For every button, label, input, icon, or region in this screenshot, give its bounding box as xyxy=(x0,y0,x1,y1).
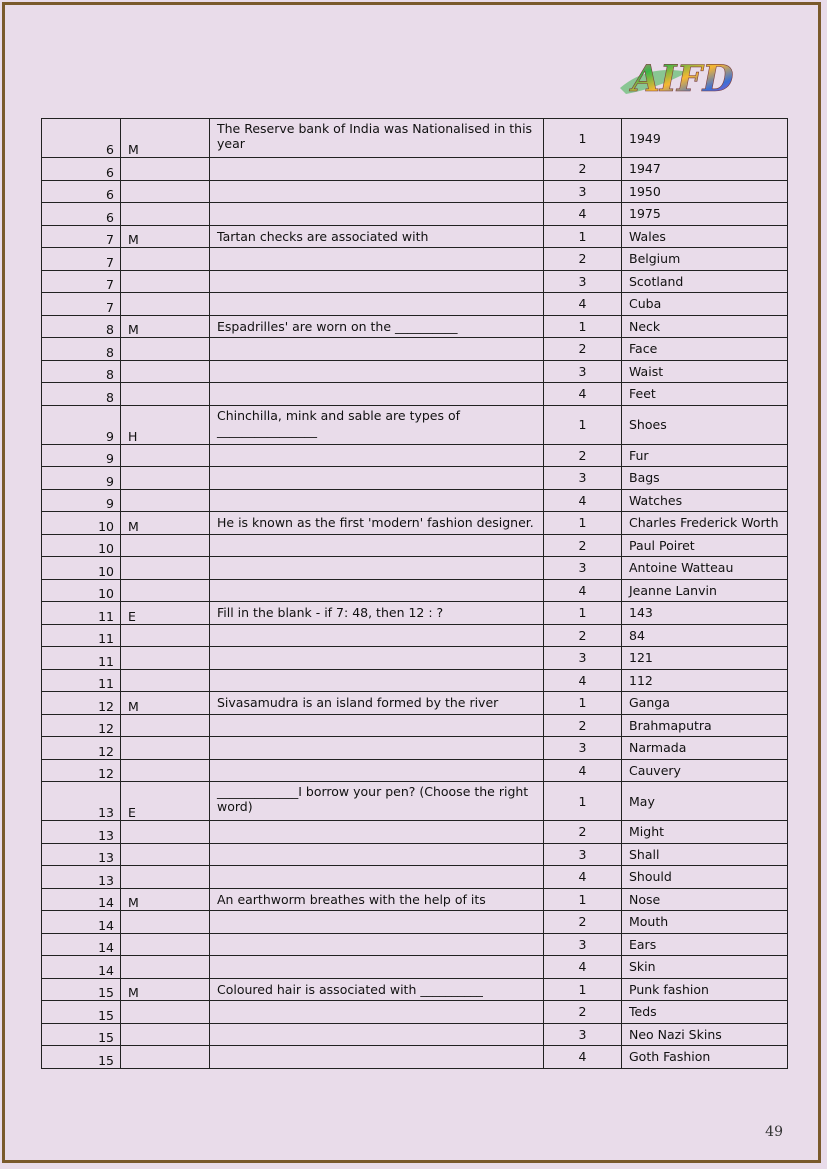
question-text-cell: _____________I borrow your pen? (Choose the right word) xyxy=(210,782,544,821)
question-text-cell: Espadrilles' are worn on the __________ xyxy=(210,315,544,338)
table-row xyxy=(42,158,788,181)
question-number-cell: 7 xyxy=(42,293,121,316)
option-number-cell: 3 xyxy=(544,467,622,490)
option-number-cell: 3 xyxy=(544,557,622,580)
difficulty-level-cell xyxy=(121,444,210,467)
table-row xyxy=(42,248,788,271)
question-text-cell xyxy=(210,360,544,383)
question-number-cell: 11 xyxy=(42,669,121,692)
question-text-cell xyxy=(210,1023,544,1046)
option-number-cell: 2 xyxy=(544,821,622,844)
question-number-cell: 15 xyxy=(42,978,121,1001)
option-number-cell: 3 xyxy=(544,180,622,203)
question-text-cell xyxy=(210,338,544,361)
question-text-cell xyxy=(210,624,544,647)
answer-choice-cell: Face xyxy=(622,338,788,361)
option-number-cell: 3 xyxy=(544,270,622,293)
question-text-cell xyxy=(210,180,544,203)
table-row xyxy=(42,647,788,670)
difficulty-level-cell xyxy=(121,557,210,580)
answer-choice-cell: Jeanne Lanvin xyxy=(622,579,788,602)
question-number-cell: 12 xyxy=(42,759,121,782)
question-number-cell: 6 xyxy=(42,158,121,181)
difficulty-level-cell xyxy=(121,647,210,670)
question-number-cell: 14 xyxy=(42,888,121,911)
question-number-cell: 13 xyxy=(42,843,121,866)
aifd-logo xyxy=(618,58,773,98)
option-number-cell: 4 xyxy=(544,866,622,889)
option-number-cell: 2 xyxy=(544,158,622,181)
difficulty-level-cell xyxy=(121,203,210,226)
table-row xyxy=(42,692,788,715)
question-text-cell xyxy=(210,248,544,271)
question-number-cell: 7 xyxy=(42,225,121,248)
question-text-cell: Chinchilla, mink and sable are types of ________________ xyxy=(210,405,544,444)
question-number-cell: 12 xyxy=(42,737,121,760)
question-number-cell: 9 xyxy=(42,489,121,512)
option-number-cell: 1 xyxy=(544,512,622,535)
option-number-cell: 1 xyxy=(544,119,622,158)
answer-choice-cell: Should xyxy=(622,866,788,889)
table-row xyxy=(42,360,788,383)
question-number-cell: 14 xyxy=(42,933,121,956)
question-number-cell: 15 xyxy=(42,1046,121,1069)
answer-choice-cell: Fur xyxy=(622,444,788,467)
table-row xyxy=(42,180,788,203)
difficulty-level-cell: M xyxy=(121,692,210,715)
question-text-cell xyxy=(210,1046,544,1069)
difficulty-level-cell xyxy=(121,180,210,203)
answer-choice-cell: Neo Nazi Skins xyxy=(622,1023,788,1046)
question-text-cell xyxy=(210,669,544,692)
question-text-cell xyxy=(210,933,544,956)
difficulty-level-cell: M xyxy=(121,315,210,338)
question-text-cell xyxy=(210,737,544,760)
difficulty-level-cell xyxy=(121,759,210,782)
option-number-cell: 2 xyxy=(544,444,622,467)
difficulty-level-cell xyxy=(121,158,210,181)
difficulty-level-cell xyxy=(121,293,210,316)
question-number-cell: 7 xyxy=(42,248,121,271)
option-number-cell: 4 xyxy=(544,1046,622,1069)
difficulty-level-cell xyxy=(121,956,210,979)
table-row xyxy=(42,782,788,821)
difficulty-level-cell xyxy=(121,248,210,271)
table-row xyxy=(42,203,788,226)
answer-choice-cell: Wales xyxy=(622,225,788,248)
difficulty-level-cell: E xyxy=(121,602,210,625)
answer-choice-cell: Shall xyxy=(622,843,788,866)
answer-choice-cell: 1949 xyxy=(622,119,788,158)
table-row xyxy=(42,933,788,956)
question-number-cell: 11 xyxy=(42,624,121,647)
question-number-cell: 6 xyxy=(42,119,121,158)
question-number-cell: 15 xyxy=(42,1023,121,1046)
answer-choice-cell: Nose xyxy=(622,888,788,911)
question-text-cell: An earthworm breathes with the help of its xyxy=(210,888,544,911)
question-text-cell xyxy=(210,293,544,316)
table-row xyxy=(42,489,788,512)
option-number-cell: 4 xyxy=(544,293,622,316)
difficulty-level-cell: M xyxy=(121,119,210,158)
option-number-cell: 3 xyxy=(544,647,622,670)
option-number-cell: 2 xyxy=(544,1001,622,1024)
question-number-cell: 7 xyxy=(42,270,121,293)
option-number-cell: 2 xyxy=(544,534,622,557)
difficulty-level-cell xyxy=(121,714,210,737)
table-row xyxy=(42,119,788,158)
difficulty-level-cell xyxy=(121,360,210,383)
difficulty-level-cell xyxy=(121,1046,210,1069)
answer-choice-cell: Shoes xyxy=(622,405,788,444)
question-number-cell: 9 xyxy=(42,467,121,490)
option-number-cell: 1 xyxy=(544,225,622,248)
answer-choice-cell: Brahmaputra xyxy=(622,714,788,737)
option-number-cell: 2 xyxy=(544,248,622,271)
question-text-cell xyxy=(210,579,544,602)
difficulty-level-cell xyxy=(121,933,210,956)
answer-choice-cell: Feet xyxy=(622,383,788,406)
question-text-cell: He is known as the first 'modern' fashion designer. xyxy=(210,512,544,535)
answer-choice-cell: Punk fashion xyxy=(622,978,788,1001)
difficulty-level-cell: E xyxy=(121,782,210,821)
difficulty-level-cell: M xyxy=(121,888,210,911)
question-number-cell: 10 xyxy=(42,534,121,557)
page-number: 49 xyxy=(765,1124,783,1140)
answer-choice-cell: Teds xyxy=(622,1001,788,1024)
difficulty-level-cell xyxy=(121,338,210,361)
answer-choice-cell: Scotland xyxy=(622,270,788,293)
answer-choice-cell: May xyxy=(622,782,788,821)
difficulty-level-cell: H xyxy=(121,405,210,444)
answer-choice-cell: Bags xyxy=(622,467,788,490)
question-text-cell xyxy=(210,534,544,557)
option-number-cell: 3 xyxy=(544,737,622,760)
difficulty-level-cell xyxy=(121,911,210,934)
option-number-cell: 2 xyxy=(544,911,622,934)
table-row xyxy=(42,978,788,1001)
difficulty-level-cell xyxy=(121,534,210,557)
question-text-cell xyxy=(210,843,544,866)
answer-choice-cell: 112 xyxy=(622,669,788,692)
answer-choice-cell: Goth Fashion xyxy=(622,1046,788,1069)
answer-choice-cell: 1950 xyxy=(622,180,788,203)
table-row xyxy=(42,405,788,444)
table-row xyxy=(42,315,788,338)
answer-choice-cell: 84 xyxy=(622,624,788,647)
answer-choice-cell: 1947 xyxy=(622,158,788,181)
question-text-cell xyxy=(210,444,544,467)
option-number-cell: 2 xyxy=(544,338,622,361)
question-number-cell: 14 xyxy=(42,911,121,934)
difficulty-level-cell xyxy=(121,1001,210,1024)
question-text-cell xyxy=(210,489,544,512)
table-row xyxy=(42,467,788,490)
option-number-cell: 1 xyxy=(544,315,622,338)
answer-choice-cell: 1975 xyxy=(622,203,788,226)
answer-choice-cell: Paul Poiret xyxy=(622,534,788,557)
table-row xyxy=(42,759,788,782)
table-row xyxy=(42,737,788,760)
question-text-cell xyxy=(210,866,544,889)
question-text-cell: Tartan checks are associated with xyxy=(210,225,544,248)
difficulty-level-cell: M xyxy=(121,512,210,535)
answer-choice-cell: Might xyxy=(622,821,788,844)
question-number-cell: 11 xyxy=(42,647,121,670)
answer-choice-cell: Neck xyxy=(622,315,788,338)
table-row xyxy=(42,1001,788,1024)
answer-choice-cell: Narmada xyxy=(622,737,788,760)
answer-choice-cell: Charles Frederick Worth xyxy=(622,512,788,535)
question-text-cell xyxy=(210,467,544,490)
option-number-cell: 4 xyxy=(544,956,622,979)
answer-choice-cell: Cuba xyxy=(622,293,788,316)
difficulty-level-cell: M xyxy=(121,978,210,1001)
option-number-cell: 4 xyxy=(544,489,622,512)
question-text-cell xyxy=(210,557,544,580)
question-number-cell: 14 xyxy=(42,956,121,979)
table-row xyxy=(42,534,788,557)
table-row xyxy=(42,579,788,602)
option-number-cell: 4 xyxy=(544,759,622,782)
question-number-cell: 10 xyxy=(42,512,121,535)
difficulty-level-cell xyxy=(121,669,210,692)
question-text-cell xyxy=(210,647,544,670)
option-number-cell: 2 xyxy=(544,714,622,737)
table-row xyxy=(42,1023,788,1046)
question-number-cell: 8 xyxy=(42,315,121,338)
question-number-cell: 8 xyxy=(42,360,121,383)
answer-choice-cell: Ganga xyxy=(622,692,788,715)
option-number-cell: 1 xyxy=(544,692,622,715)
question-number-cell: 11 xyxy=(42,602,121,625)
table-row xyxy=(42,669,788,692)
table-row xyxy=(42,512,788,535)
quiz-table xyxy=(41,118,788,1069)
option-number-cell: 1 xyxy=(544,888,622,911)
option-number-cell: 3 xyxy=(544,933,622,956)
question-text-cell xyxy=(210,383,544,406)
question-number-cell: 15 xyxy=(42,1001,121,1024)
question-number-cell: 9 xyxy=(42,444,121,467)
table-row xyxy=(42,1046,788,1069)
option-number-cell: 3 xyxy=(544,1023,622,1046)
answer-choice-cell: Cauvery xyxy=(622,759,788,782)
option-number-cell: 2 xyxy=(544,624,622,647)
difficulty-level-cell xyxy=(121,843,210,866)
table-row xyxy=(42,270,788,293)
answer-choice-cell: Belgium xyxy=(622,248,788,271)
question-number-cell: 8 xyxy=(42,383,121,406)
table-row xyxy=(42,956,788,979)
svg-text:AIFD: AIFD xyxy=(632,58,734,98)
answer-choice-cell: Waist xyxy=(622,360,788,383)
answer-choice-cell: Skin xyxy=(622,956,788,979)
option-number-cell: 4 xyxy=(544,669,622,692)
option-number-cell: 4 xyxy=(544,203,622,226)
question-number-cell: 13 xyxy=(42,866,121,889)
table-row xyxy=(42,602,788,625)
table-row xyxy=(42,843,788,866)
question-text-cell xyxy=(210,759,544,782)
question-text-cell: The Reserve bank of India was Nationalised in this year xyxy=(210,119,544,158)
question-number-cell: 9 xyxy=(42,405,121,444)
difficulty-level-cell xyxy=(121,489,210,512)
table-row xyxy=(42,225,788,248)
answer-choice-cell: 143 xyxy=(622,602,788,625)
difficulty-level-cell xyxy=(121,737,210,760)
question-text-cell: Sivasamudra is an island formed by the river xyxy=(210,692,544,715)
question-text-cell xyxy=(210,821,544,844)
table-row xyxy=(42,338,788,361)
option-number-cell: 4 xyxy=(544,579,622,602)
option-number-cell: 3 xyxy=(544,843,622,866)
question-text-cell xyxy=(210,1001,544,1024)
difficulty-level-cell xyxy=(121,270,210,293)
difficulty-level-cell xyxy=(121,383,210,406)
question-text-cell xyxy=(210,956,544,979)
table-row xyxy=(42,866,788,889)
table-row xyxy=(42,714,788,737)
question-number-cell: 6 xyxy=(42,203,121,226)
answer-choice-cell: Antoine Watteau xyxy=(622,557,788,580)
question-text-cell xyxy=(210,203,544,226)
answer-choice-cell: 121 xyxy=(622,647,788,670)
table-row xyxy=(42,821,788,844)
question-text-cell xyxy=(210,714,544,737)
answer-choice-cell: Mouth xyxy=(622,911,788,934)
question-text-cell xyxy=(210,911,544,934)
table-row xyxy=(42,624,788,647)
table-row xyxy=(42,888,788,911)
question-text-cell xyxy=(210,270,544,293)
question-text-cell xyxy=(210,158,544,181)
question-number-cell: 13 xyxy=(42,821,121,844)
table-row xyxy=(42,293,788,316)
difficulty-level-cell xyxy=(121,624,210,647)
question-number-cell: 6 xyxy=(42,180,121,203)
difficulty-level-cell: M xyxy=(121,225,210,248)
table-row xyxy=(42,444,788,467)
option-number-cell: 1 xyxy=(544,405,622,444)
option-number-cell: 4 xyxy=(544,383,622,406)
table-row xyxy=(42,383,788,406)
difficulty-level-cell xyxy=(121,1023,210,1046)
difficulty-level-cell xyxy=(121,467,210,490)
question-number-cell: 10 xyxy=(42,557,121,580)
answer-choice-cell: Watches xyxy=(622,489,788,512)
question-number-cell: 13 xyxy=(42,782,121,821)
question-number-cell: 8 xyxy=(42,338,121,361)
answer-choice-cell: Ears xyxy=(622,933,788,956)
question-number-cell: 10 xyxy=(42,579,121,602)
option-number-cell: 3 xyxy=(544,360,622,383)
question-number-cell: 12 xyxy=(42,714,121,737)
option-number-cell: 1 xyxy=(544,782,622,821)
option-number-cell: 1 xyxy=(544,978,622,1001)
table-row xyxy=(42,911,788,934)
question-text-cell: Fill in the blank - if 7: 48, then 12 : ? xyxy=(210,602,544,625)
question-number-cell: 12 xyxy=(42,692,121,715)
difficulty-level-cell xyxy=(121,579,210,602)
difficulty-level-cell xyxy=(121,866,210,889)
question-text-cell: Coloured hair is associated with __________ xyxy=(210,978,544,1001)
table-row xyxy=(42,557,788,580)
option-number-cell: 1 xyxy=(544,602,622,625)
difficulty-level-cell xyxy=(121,821,210,844)
